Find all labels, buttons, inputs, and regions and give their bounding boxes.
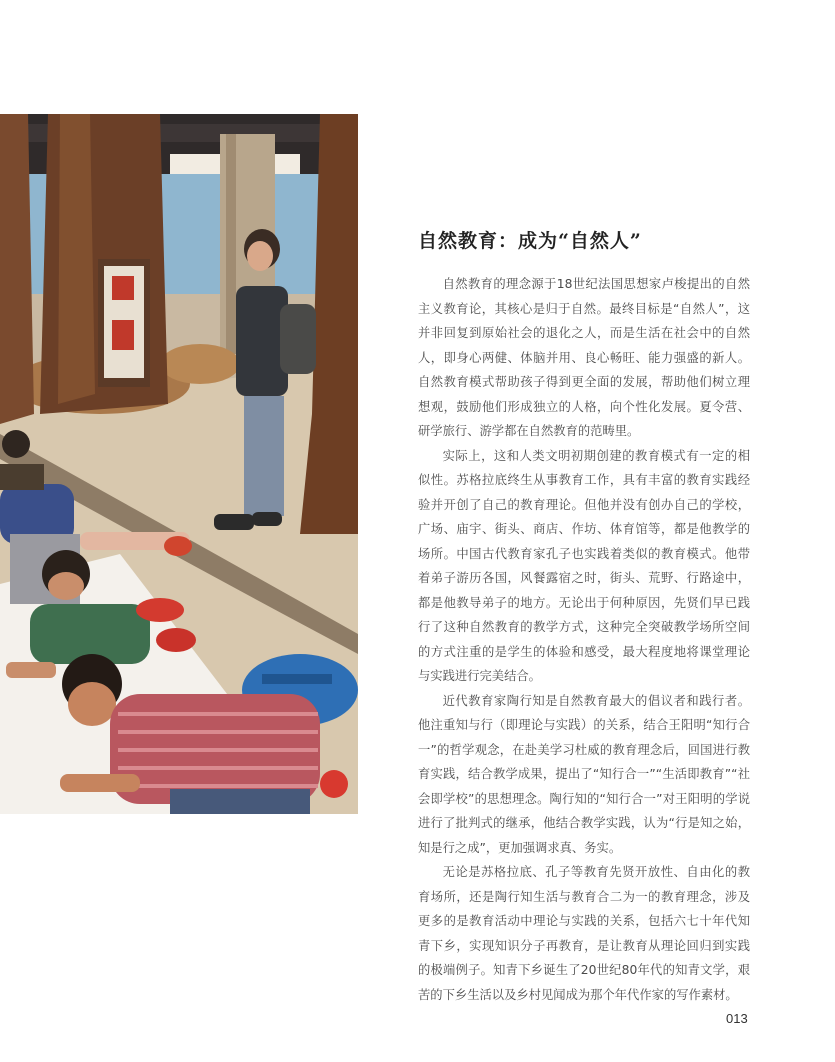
page-number: 013 <box>726 1011 748 1026</box>
article-body <box>418 272 750 1007</box>
paragraph-3: 近代教育家陶行知是自然教育最大的倡议者和践行者。他注重知与行（即理论与实践）的关系，结合王阳明“知行合一”的哲学观念，在赴美学习杜威的教育理念后，回国进行教育实践，结合教学成果，提出了“知行合一”“生活即教育”“社会即学校”的思想理念。陶行知的“知行合一”对王阳明的学说进行了批判式的继承，他结合教学实践，认为“行是知之始，知是行之成”，更加强调求真、务实。 <box>418 693 750 855</box>
paragraph-1: 自然教育的理念源于18世纪法国思想家卢梭提出的自然主义教育论，其核心是归于自然。最终目标是“自然人”，这并非回复到原始社会的退化之人，而是生活在社会中的自然人，即身心两健、体脑并用、良心畅旺、能力强盛的新人。自然教育模式帮助孩子得到更全面的发展，帮助他们树立理想观，鼓励他们形成独立的人格，向个性化发展。夏令营、研学旅行、游学都在自然教育的范畴里。 <box>418 277 750 438</box>
section-title: 自然教育：成为“自然人” <box>418 230 642 252</box>
paragraph-4: 无论是苏格拉底、孔子等教育先贤开放性、自由化的教育场所，还是陶行知生活与教育合二为一的教育理念，涉及更多的是教育活动中理论与实践的关系，包括六七十年代知青下乡，实现知识分子再教育，是让教育从理论回归到实践的极端例子。知青下乡诞生了20世纪80年代的知青文学，艰苦的下乡生活以及乡村见闻成为那个年代作家的写作素材。 <box>418 865 750 1002</box>
paragraph-2: 实际上，这和人类文明初期创建的教育模式有一定的相似性。苏格拉底终生从事教育工作，具有丰富的教育实践经验并开创了自己的教育理论。但他并没有创办自己的学校，广场、庙宇、街头、商店、作坊、体育馆等，都是他教学的场所。中国古代教育家孔子也实践着类似的教育模式。他带着弟子游历各国，风餐露宿之时，街头、荒野、行路途中，都是他教导弟子的地方。无论出于何种原因，先贤们早已践行了这种自然教育的教学方式，这种完全突破教学场所空间的方式注重的是学生的体验和感受，最大程度地将课堂理论与实践进行完美结合。 <box>418 448 750 683</box>
photo-children-drawing-in-museum <box>0 114 358 814</box>
